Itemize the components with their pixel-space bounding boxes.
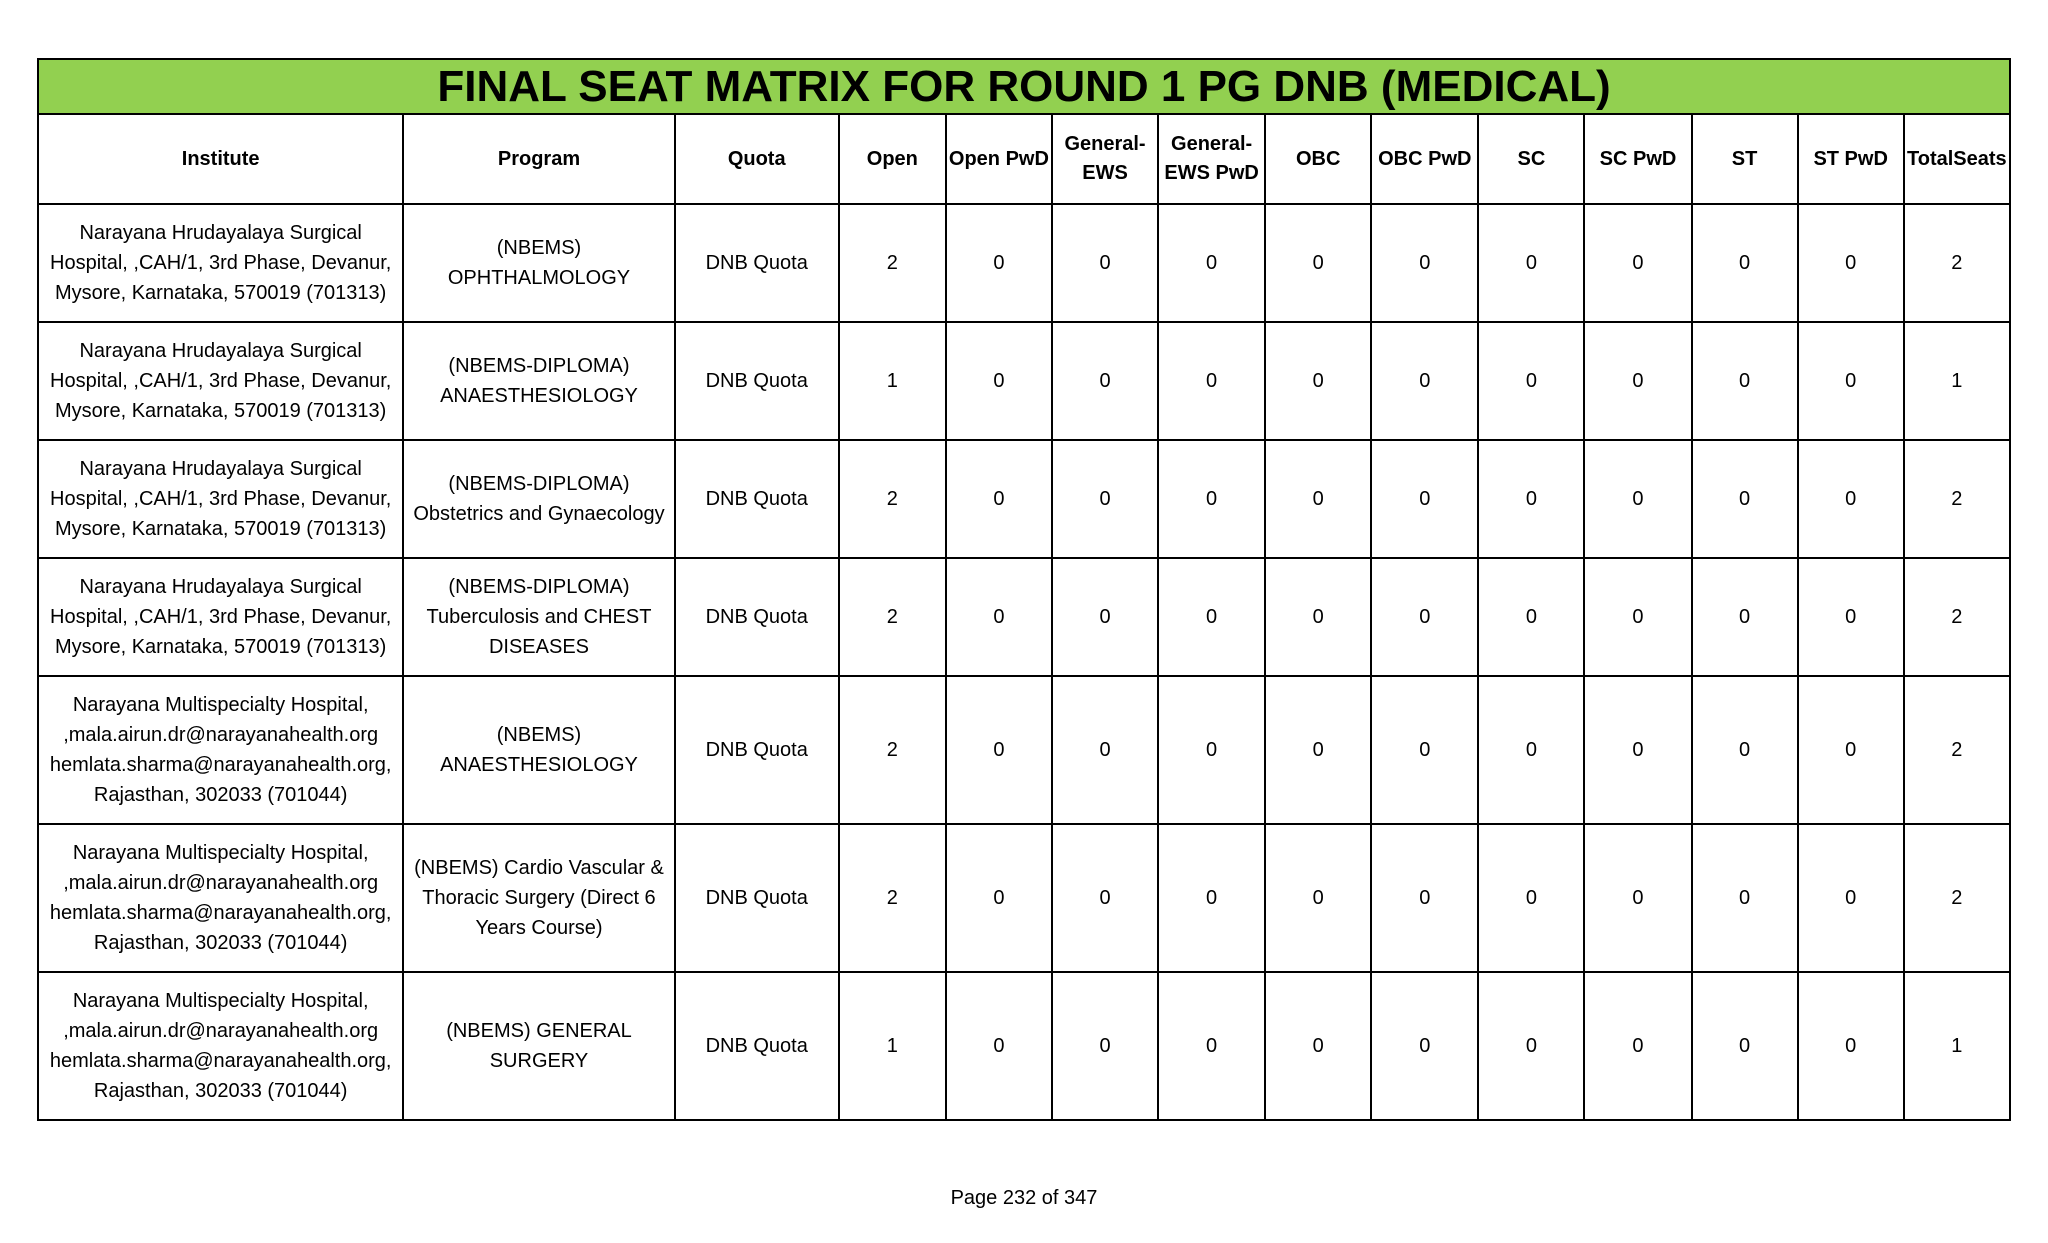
obc-cell: 0 bbox=[1265, 204, 1371, 322]
column-header-general-ews-pwd: General-EWS PwD bbox=[1158, 114, 1265, 204]
quota-cell: DNB Quota bbox=[675, 824, 839, 972]
general-ews-pwd-cell: 0 bbox=[1158, 204, 1265, 322]
quota-cell: DNB Quota bbox=[675, 676, 839, 824]
column-header-institute: Institute bbox=[38, 114, 403, 204]
column-header-obc: OBC bbox=[1265, 114, 1371, 204]
obc-pwd-cell: 0 bbox=[1371, 676, 1478, 824]
sc-cell: 0 bbox=[1478, 440, 1584, 558]
column-header-open: Open bbox=[839, 114, 946, 204]
st-cell: 0 bbox=[1692, 676, 1798, 824]
sc-cell: 0 bbox=[1478, 972, 1584, 1120]
column-header-quota: Quota bbox=[675, 114, 839, 204]
institute-cell: Narayana Hrudayalaya Surgical Hospital, ,CAH/1, 3rd Phase, Devanur, Mysore, Karnataka, 570019 (701313) bbox=[38, 440, 403, 558]
sc-cell: 0 bbox=[1478, 204, 1584, 322]
open-cell: 2 bbox=[839, 824, 946, 972]
table-row bbox=[38, 322, 2010, 440]
st-cell: 0 bbox=[1692, 558, 1798, 676]
open-pwd-cell: 0 bbox=[946, 558, 1052, 676]
open-cell: 2 bbox=[839, 558, 946, 676]
st-pwd-cell: 0 bbox=[1798, 204, 1904, 322]
sc-pwd-cell: 0 bbox=[1584, 676, 1691, 824]
program-cell: (NBEMS) GENERAL SURGERY bbox=[403, 972, 674, 1120]
obc-cell: 0 bbox=[1265, 824, 1371, 972]
st-cell: 0 bbox=[1692, 204, 1798, 322]
column-header-sc: SC bbox=[1478, 114, 1584, 204]
table-row bbox=[38, 676, 2010, 824]
sc-pwd-cell: 0 bbox=[1584, 440, 1691, 558]
quota-cell: DNB Quota bbox=[675, 322, 839, 440]
total-seats-cell: 2 bbox=[1904, 676, 2010, 824]
column-header-total-seats: TotalSeats bbox=[1904, 114, 2010, 204]
open-cell: 2 bbox=[839, 204, 946, 322]
st-cell: 0 bbox=[1692, 440, 1798, 558]
open-cell: 2 bbox=[839, 440, 946, 558]
obc-pwd-cell: 0 bbox=[1371, 824, 1478, 972]
seat-matrix-sheet bbox=[37, 58, 2011, 1121]
open-cell: 2 bbox=[839, 676, 946, 824]
table-row bbox=[38, 558, 2010, 676]
open-pwd-cell: 0 bbox=[946, 440, 1052, 558]
institute-cell: Narayana Multispecialty Hospital, ,mala.airun.dr@narayanahealth.org hemlata.sharma@narayanahealth.org, Rajasthan, 302033 (701044) bbox=[38, 972, 403, 1120]
general-ews-cell: 0 bbox=[1052, 558, 1158, 676]
open-pwd-cell: 0 bbox=[946, 824, 1052, 972]
column-header-st-pwd: ST PwD bbox=[1798, 114, 1904, 204]
quota-cell: DNB Quota bbox=[675, 204, 839, 322]
obc-pwd-cell: 0 bbox=[1371, 972, 1478, 1120]
general-ews-pwd-cell: 0 bbox=[1158, 824, 1265, 972]
general-ews-cell: 0 bbox=[1052, 676, 1158, 824]
total-seats-cell: 2 bbox=[1904, 558, 2010, 676]
table-row bbox=[38, 824, 2010, 972]
general-ews-cell: 0 bbox=[1052, 824, 1158, 972]
program-cell: (NBEMS) OPHTHALMOLOGY bbox=[403, 204, 674, 322]
sc-cell: 0 bbox=[1478, 676, 1584, 824]
column-header-sc-pwd: SC PwD bbox=[1584, 114, 1691, 204]
obc-pwd-cell: 0 bbox=[1371, 322, 1478, 440]
quota-cell: DNB Quota bbox=[675, 440, 839, 558]
obc-pwd-cell: 0 bbox=[1371, 440, 1478, 558]
total-seats-cell: 1 bbox=[1904, 322, 2010, 440]
general-ews-cell: 0 bbox=[1052, 972, 1158, 1120]
total-seats-cell: 2 bbox=[1904, 204, 2010, 322]
sc-pwd-cell: 0 bbox=[1584, 204, 1691, 322]
page-number-footer: Page 232 of 347 bbox=[950, 1187, 1098, 1209]
st-pwd-cell: 0 bbox=[1798, 676, 1904, 824]
open-cell: 1 bbox=[839, 972, 946, 1120]
total-seats-cell: 2 bbox=[1904, 440, 2010, 558]
quota-cell: DNB Quota bbox=[675, 558, 839, 676]
sc-pwd-cell: 0 bbox=[1584, 322, 1691, 440]
institute-cell: Narayana Hrudayalaya Surgical Hospital, ,CAH/1, 3rd Phase, Devanur, Mysore, Karnataka, 570019 (701313) bbox=[38, 558, 403, 676]
column-header-row bbox=[38, 114, 2010, 204]
sc-cell: 0 bbox=[1478, 322, 1584, 440]
general-ews-cell: 0 bbox=[1052, 204, 1158, 322]
page-title: FINAL SEAT MATRIX FOR ROUND 1 PG DNB (MEDICAL) bbox=[38, 59, 2010, 114]
institute-cell: Narayana Hrudayalaya Surgical Hospital, ,CAH/1, 3rd Phase, Devanur, Mysore, Karnataka, 570019 (701313) bbox=[38, 204, 403, 322]
general-ews-cell: 0 bbox=[1052, 440, 1158, 558]
general-ews-pwd-cell: 0 bbox=[1158, 972, 1265, 1120]
open-pwd-cell: 0 bbox=[946, 972, 1052, 1120]
obc-cell: 0 bbox=[1265, 558, 1371, 676]
st-pwd-cell: 0 bbox=[1798, 558, 1904, 676]
general-ews-pwd-cell: 0 bbox=[1158, 676, 1265, 824]
quota-cell: DNB Quota bbox=[675, 972, 839, 1120]
open-pwd-cell: 0 bbox=[946, 322, 1052, 440]
program-cell: (NBEMS-DIPLOMA) ANAESTHESIOLOGY bbox=[403, 322, 674, 440]
obc-pwd-cell: 0 bbox=[1371, 558, 1478, 676]
column-header-program: Program bbox=[403, 114, 674, 204]
st-pwd-cell: 0 bbox=[1798, 322, 1904, 440]
column-header-general-ews: General-EWS bbox=[1052, 114, 1158, 204]
obc-cell: 0 bbox=[1265, 440, 1371, 558]
total-seats-cell: 2 bbox=[1904, 824, 2010, 972]
obc-cell: 0 bbox=[1265, 972, 1371, 1120]
sc-cell: 0 bbox=[1478, 824, 1584, 972]
general-ews-pwd-cell: 0 bbox=[1158, 558, 1265, 676]
st-pwd-cell: 0 bbox=[1798, 972, 1904, 1120]
general-ews-pwd-cell: 0 bbox=[1158, 322, 1265, 440]
sc-pwd-cell: 0 bbox=[1584, 558, 1691, 676]
table-row bbox=[38, 972, 2010, 1120]
institute-cell: Narayana Hrudayalaya Surgical Hospital, ,CAH/1, 3rd Phase, Devanur, Mysore, Karnataka, 570019 (701313) bbox=[38, 322, 403, 440]
obc-cell: 0 bbox=[1265, 322, 1371, 440]
general-ews-pwd-cell: 0 bbox=[1158, 440, 1265, 558]
table-row bbox=[38, 440, 2010, 558]
program-cell: (NBEMS-DIPLOMA) Tuberculosis and CHEST DISEASES bbox=[403, 558, 674, 676]
program-cell: (NBEMS) Cardio Vascular & Thoracic Surgery (Direct 6 Years Course) bbox=[403, 824, 674, 972]
total-seats-cell: 1 bbox=[1904, 972, 2010, 1120]
st-cell: 0 bbox=[1692, 322, 1798, 440]
general-ews-cell: 0 bbox=[1052, 322, 1158, 440]
obc-pwd-cell: 0 bbox=[1371, 204, 1478, 322]
st-cell: 0 bbox=[1692, 972, 1798, 1120]
column-header-obc-pwd: OBC PwD bbox=[1371, 114, 1478, 204]
st-pwd-cell: 0 bbox=[1798, 824, 1904, 972]
table-row bbox=[38, 204, 2010, 322]
sc-cell: 0 bbox=[1478, 558, 1584, 676]
st-cell: 0 bbox=[1692, 824, 1798, 972]
column-header-open-pwd: Open PwD bbox=[946, 114, 1052, 204]
institute-cell: Narayana Multispecialty Hospital, ,mala.airun.dr@narayanahealth.org hemlata.sharma@narayanahealth.org, Rajasthan, 302033 (701044) bbox=[38, 824, 403, 972]
program-cell: (NBEMS-DIPLOMA) Obstetrics and Gynaecology bbox=[403, 440, 674, 558]
obc-cell: 0 bbox=[1265, 676, 1371, 824]
institute-cell: Narayana Multispecialty Hospital, ,mala.airun.dr@narayanahealth.org hemlata.sharma@narayanahealth.org, Rajasthan, 302033 (701044) bbox=[38, 676, 403, 824]
sc-pwd-cell: 0 bbox=[1584, 824, 1691, 972]
open-pwd-cell: 0 bbox=[946, 676, 1052, 824]
sc-pwd-cell: 0 bbox=[1584, 972, 1691, 1120]
open-pwd-cell: 0 bbox=[946, 204, 1052, 322]
program-cell: (NBEMS) ANAESTHESIOLOGY bbox=[403, 676, 674, 824]
open-cell: 1 bbox=[839, 322, 946, 440]
seat-matrix-table bbox=[37, 58, 2011, 1121]
column-header-st: ST bbox=[1692, 114, 1798, 204]
st-pwd-cell: 0 bbox=[1798, 440, 1904, 558]
